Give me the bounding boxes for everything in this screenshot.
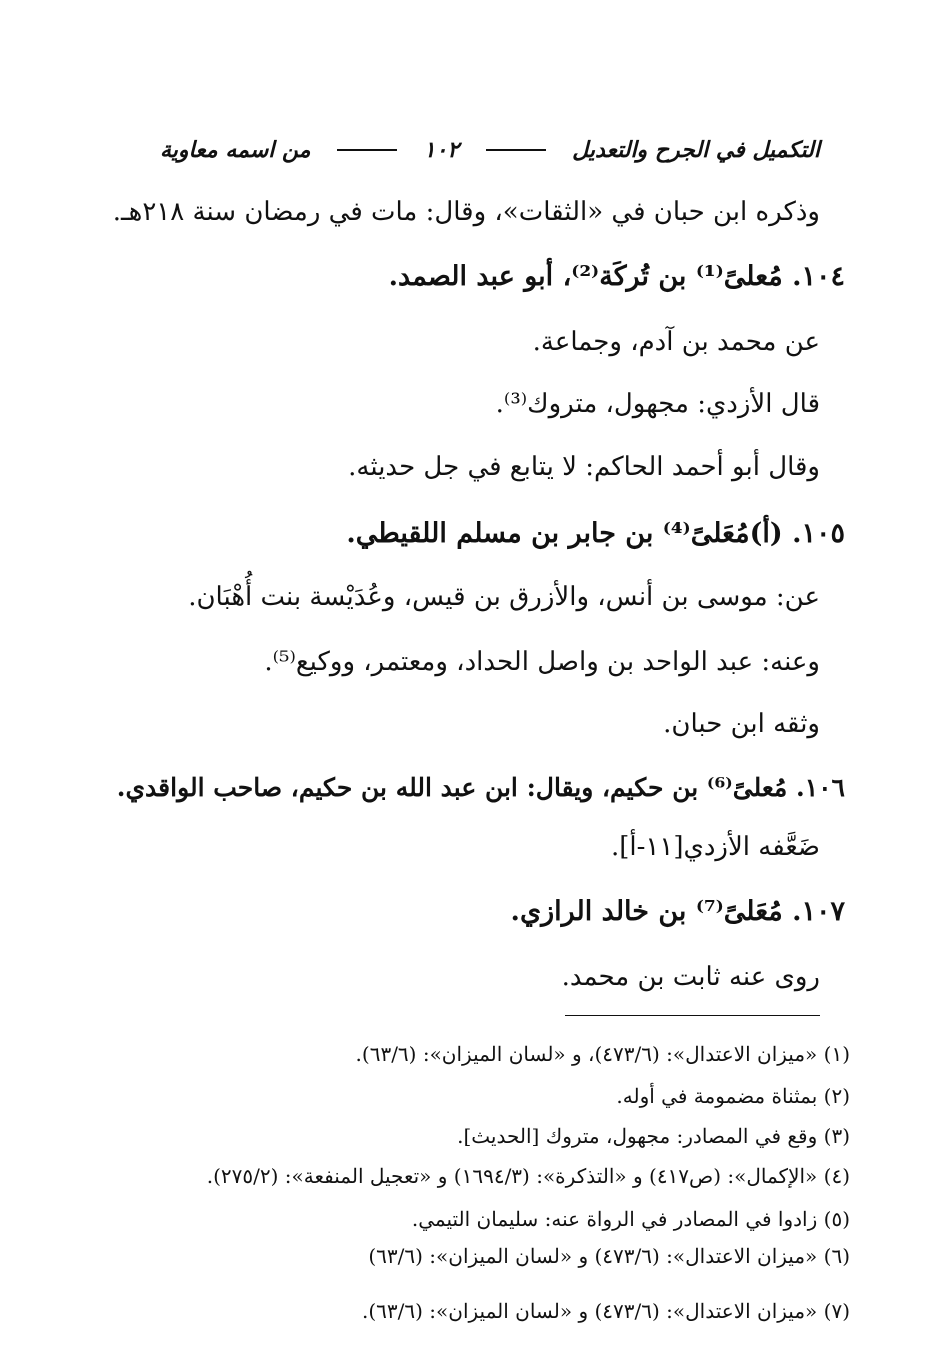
body-line: عن: موسى بن أنس، والأزرق بن قيس، وعُدَيْسة بنت أُهْبَان. <box>188 582 820 612</box>
body-line: ضَعَّفه الأزدي[١١-أ]. <box>610 832 820 862</box>
footnote-4: (٤) «الإكمال»: (ص٤١٧) و «التذكرة»: (١٦٩٤/٣) و «تعجيل المنفعة»: (٢٧٥/٢). <box>206 1164 850 1188</box>
section-title: من اسمه معاوية <box>160 137 311 163</box>
footnote-2: (٢) بمثناة مضمومة في أوله. <box>616 1084 850 1108</box>
footnote-5: (٥) زادوا في المصادر في الرواة عنه: سليمان التيمي. <box>411 1207 850 1231</box>
body-line: عن محمد بن آدم، وجماعة. <box>532 327 820 357</box>
footnote-3: (٣) وقع في المصادر: مجهول، متروك [الحديث]. <box>457 1124 850 1148</box>
running-header <box>160 130 820 170</box>
body-line: وعنه: عبد الواحد بن واصل الحداد، ومعتمر، ووكيع⁽⁵⁾. <box>264 647 820 677</box>
body-line: قال الأزدي: مجهول، متروك⁽³⁾. <box>495 389 820 419</box>
entry-heading-107: ١٠٧. مُعَلىً⁽⁷⁾ بن خالد الرازي. <box>510 896 845 927</box>
entry-heading-106: ١٠٦. مُعلىً⁽⁶⁾ بن حكيم، ويقال: ابن عبد الله بن حكيم، صاحب الواقدي. <box>116 773 845 802</box>
header-dash <box>486 149 546 151</box>
body-line: وثقه ابن حبان. <box>663 709 820 739</box>
footnote-7: (٧) «ميزان الاعتدال»: (٤٧٣/٦) و «لسان الميزان»: (٦٣/٦). <box>361 1299 850 1323</box>
footnote-6: (٦) «ميزان الاعتدال»: (٤٧٣/٦) و «لسان الميزان»: (٦٣/٦) <box>368 1244 850 1268</box>
entry-heading-104: ١٠٤. مُعلىً⁽¹⁾ بن تُركَة⁽²⁾، أبو عبد الصمد. <box>388 261 845 292</box>
footnote-separator <box>565 1015 820 1016</box>
book-title: التكميل في الجرح والتعديل <box>572 137 820 163</box>
body-line: وذكره ابن حبان في «الثقات»، وقال: مات في رمضان سنة ٢١٨هـ. <box>112 197 820 227</box>
footnote-1: (١) «ميزان الاعتدال»: (٤٧٣/٦)، و «لسان الميزان»: (٦٣/٦). <box>355 1042 850 1066</box>
body-line: وقال أبو أحمد الحاكم: لا يتابع في جل حديثه. <box>348 452 820 482</box>
page-number: ١٠٢ <box>423 137 460 163</box>
header-dash <box>337 149 397 151</box>
body-line: روى عنه ثابت بن محمد. <box>561 962 820 992</box>
entry-heading-105: ١٠٥. (أ)مُعَلىً⁽⁴⁾ بن جابر بن مسلم اللقيطي. <box>346 518 845 549</box>
